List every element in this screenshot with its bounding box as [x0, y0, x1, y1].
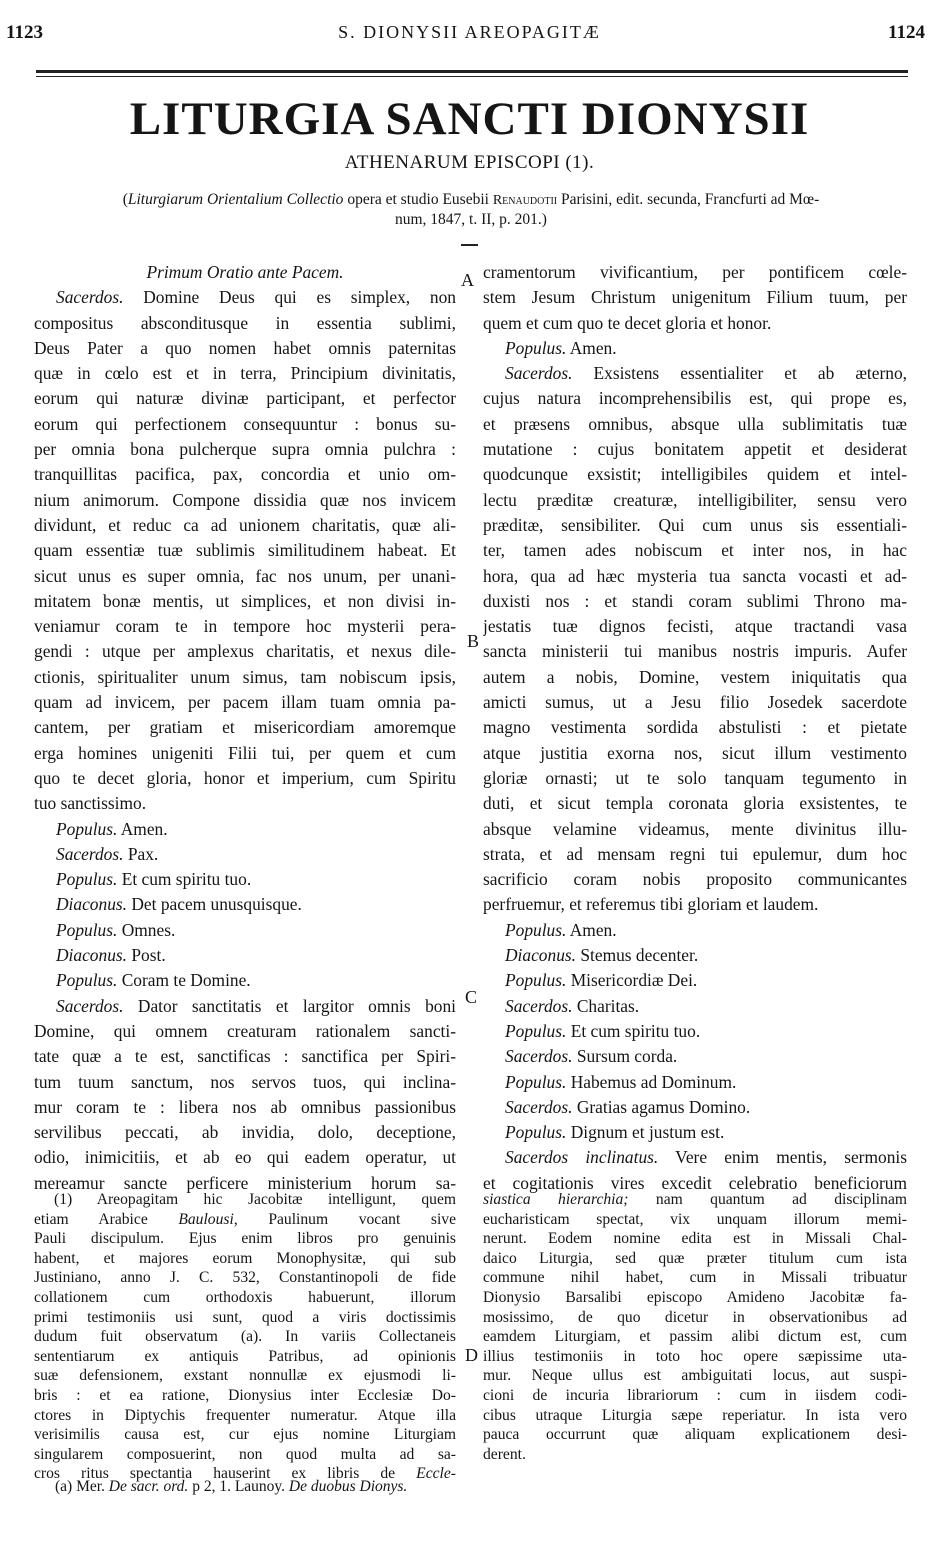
footnote-line: [34, 1308, 456, 1328]
line-italic: Eccle-: [416, 1465, 456, 1483]
text-line: [483, 968, 907, 993]
line-text: habent, et majores eorum Monophysitæ, qui sub: [34, 1249, 456, 1267]
line-text: servilibus peccati, ab invidia, dolo, deceptione,: [34, 1122, 456, 1143]
line-text: duxisti nos : et standi coram sublimi Throno ma-: [483, 590, 907, 611]
footnote-line: [483, 1288, 907, 1308]
text-line: [483, 867, 907, 892]
margin-letter-a: A: [461, 270, 474, 290]
line-text: Deus Pater a quo nomen habet omnis paternitas: [34, 337, 456, 358]
line-text: Et cum spiritu tuo.: [117, 869, 252, 890]
line-text: Primum Oratio ante Pacem.: [146, 262, 344, 282]
text-line: [483, 1070, 907, 1095]
line-text: absque velamine videamus, mente divinitus illu-: [483, 818, 907, 839]
footnote-line: [483, 1366, 907, 1386]
line-text: quam ad invicem, per pacem illam tuam omnia pa-: [34, 692, 456, 713]
line-text: mosissimo, de quo dicetur in observationibus ad: [483, 1308, 907, 1326]
line-text: Habemus ad Dominum.: [566, 1071, 737, 1092]
text-line: [34, 994, 456, 1019]
line-text: Sursum corda.: [572, 1046, 678, 1067]
line-text: derent.: [483, 1445, 526, 1463]
text-line: [34, 462, 456, 487]
line-text: Domine Deus qui es simplex, non: [123, 287, 456, 308]
text-line: [483, 791, 907, 816]
header-rule-thick: [36, 70, 908, 73]
speaker-label: Populus.: [505, 1071, 567, 1092]
footnote-line: [34, 1425, 456, 1445]
line-text: odio, inimicitiis, et ab eo qui eadem operatur, ut: [34, 1147, 456, 1168]
source-text: Parisini, edit. secunda, Francfurti ad Mœ-: [557, 191, 820, 208]
footnote-line: [34, 1347, 456, 1367]
text-line: [483, 943, 907, 968]
text-line: [483, 488, 907, 513]
text-line: [34, 513, 456, 538]
footnote-line: [34, 1288, 456, 1308]
footnote-line: [483, 1268, 907, 1288]
line-text: duti, et sicut templa coronata gloria exsistentes, te: [483, 793, 907, 814]
footnote-left: [34, 1190, 456, 1484]
line-text: ctores in Diptychis frequenter numeratur. Atque illa: [34, 1406, 456, 1424]
line-text: suæ defensionem, exstant nonnullæ ex ejusmodi li-: [34, 1367, 456, 1385]
text-line: [34, 564, 456, 589]
line-text: mutatione : cujus bonitatem appetit et desiderat: [483, 439, 907, 460]
text-line: [34, 285, 456, 310]
line-text: eucharisticam spectat, vix unquam illorum memi-: [483, 1210, 907, 1228]
source-collection-title: Liturgiarum Orientalium Collectio: [127, 191, 344, 208]
footnote-a-mark: (a) Mer.: [55, 1478, 109, 1495]
line-text: etiam Arabice: [34, 1210, 179, 1228]
footnote-line: [34, 1210, 456, 1230]
line-text: bris : et ea ratione, Dionysius inter Ecclesiæ Do-: [34, 1386, 456, 1404]
subtitle: ATHENARUM EPISCOPI (1).: [344, 152, 595, 173]
line-text: nam quantum ad disciplinam: [628, 1191, 907, 1208]
text-line: [483, 766, 907, 791]
line-text: per omnia bona pulcherque supra omnia pulchra :: [34, 439, 456, 460]
line-text: cibus utraque Liturgia sæpe reperiatur. In ista vero: [483, 1406, 907, 1424]
line-text: Stemus decenter.: [576, 945, 699, 966]
text-line: [34, 918, 456, 943]
speaker-label: Sacerdos.: [56, 287, 124, 308]
line-text: strata, et ad mensam regni tui epulemur, dum hoc: [483, 843, 907, 864]
line-text: Amen.: [117, 818, 168, 839]
page-number-right: 1124: [888, 22, 925, 43]
line-text: Dignum et justum est.: [566, 1122, 725, 1143]
text-line: [34, 867, 456, 892]
text-line: [34, 1019, 456, 1044]
right-column: [483, 260, 907, 1196]
line-italic: Baulousi: [178, 1210, 234, 1228]
speaker-label: Sacerdos.: [56, 995, 124, 1016]
line-text: erga homines unigeniti Filii tui, per quem et cum: [34, 742, 456, 763]
speaker-label: Diaconus.: [56, 945, 128, 966]
line-text: quam essentiæ tuæ sublimis similitudinem habeat. Et: [34, 540, 456, 561]
footnote-line: [483, 1249, 907, 1269]
line-text: collationem cum orthodoxis habuerunt, illorum: [34, 1288, 456, 1306]
text-line: [34, 336, 456, 361]
line-text: (1) Areopagitam hic Jacobitæ intelligunt, quem: [54, 1191, 456, 1208]
text-line: [483, 386, 907, 411]
text-line: [483, 412, 907, 437]
footnote-line: [483, 1327, 907, 1347]
speaker-label: Populus.: [56, 970, 118, 991]
text-line: [483, 994, 907, 1019]
line-text: Dionysio Barsalibi episcopo Amideno Jacobitæ fa-: [483, 1288, 907, 1306]
text-line: [483, 1145, 907, 1170]
text-line: [483, 639, 907, 664]
page-number-left: 1123: [6, 22, 43, 43]
line-text: verisimilis causa est, cur ejus nomine Liturgiam: [34, 1426, 456, 1444]
line-text: Omnes.: [117, 919, 176, 940]
text-line: [34, 639, 456, 664]
line-text: quæ in cœlo est et in terra, Principium divinitatis,: [34, 363, 456, 384]
text-line: [34, 386, 456, 411]
margin-letter-b: B: [467, 631, 480, 651]
line-text: Et cum spiritu tuo.: [566, 1020, 701, 1041]
text-line: [34, 665, 456, 690]
line-text: stem Jesum Christum unigenitum Filium tuum, per: [483, 287, 907, 308]
line-text: Det pacem unusquisque.: [127, 894, 302, 915]
line-text: tuo sanctissimo.: [34, 793, 147, 814]
text-line: [34, 715, 456, 740]
line-text: gloriæ ornasti; ut te solo tanquam tegumento in: [483, 767, 907, 788]
footnote-a: [55, 1478, 407, 1496]
footnote-line: [34, 1249, 456, 1269]
text-line: [34, 437, 456, 462]
footnote-a-ref2: De duobus Dionys.: [288, 1478, 408, 1495]
line-text: jestatis tuæ dignos fecisti, atque tractandi vasa: [483, 616, 907, 637]
line-text: lectu præditæ creaturæ, intelligibiliter, sensu vero: [483, 489, 907, 510]
line-text: mur. Neque ullus est ambiguitati locus, aut suspi-: [483, 1367, 907, 1385]
speaker-label: Populus.: [505, 1020, 567, 1041]
line-text: hora, qua ad hæc mysteria tua sancta vocasti et ad-: [483, 565, 907, 586]
speaker-label: Sacerdos.: [505, 1046, 573, 1067]
text-line: [34, 766, 456, 791]
text-line: [34, 741, 456, 766]
text-line: [483, 513, 907, 538]
line-text: singularem composuerint, non quod multa ad sa-: [34, 1445, 456, 1463]
line-text: quem et cum quo te decet gloria et honor.: [483, 312, 772, 333]
line-text: sacrificio coram nobis proposito communicantes: [483, 869, 907, 890]
line-text: eorum qui perfectionem consequuntur : bonus su-: [34, 413, 456, 434]
source-text: opera et studio Eusebii: [343, 191, 493, 208]
footnote-line: [34, 1268, 456, 1288]
speaker-label: Populus.: [56, 869, 118, 890]
line-text: primi testimoniis usi sunt, quod a viris doctissimis: [34, 1308, 456, 1326]
text-line: [483, 1019, 907, 1044]
text-line: [34, 1145, 456, 1170]
text-line: [34, 791, 456, 816]
line-text: eamdem Liturgiam, et passim alibi dictum est, cum: [483, 1328, 907, 1346]
line-italic: siastica hierarchia;: [483, 1191, 629, 1208]
line-text: autem a nobis, Domine, vestem iniquitatis qua: [483, 666, 907, 687]
text-line: [483, 1120, 907, 1145]
text-line: [34, 1120, 456, 1145]
text-line: [483, 918, 907, 943]
left-column: [34, 260, 456, 1196]
line-text: atque justitia exorna nos, sicut illum vestimento: [483, 742, 907, 763]
margin-letter-d: D: [465, 1345, 478, 1365]
line-text: ter, tamen ades nobiscum et inter nos, in hac: [483, 540, 907, 561]
line-text: Coram te Domine.: [117, 970, 251, 991]
line-text: dudum fuit observatum (a). In variis Collectaneis: [34, 1328, 456, 1346]
source-text: num, 1847, t. II, p. 201.): [395, 211, 547, 228]
line-text: perfruemur, et referemus tibi gloriam et laudem.: [483, 894, 819, 915]
line-text: cramentorum vivificantium, per pontificem cœle-: [483, 262, 907, 282]
line-text: mur coram te : libera nos ab omnibus passionibus: [34, 1096, 456, 1117]
text-line: [34, 311, 456, 336]
line-text: Exsistens essentialiter et ab æterno,: [572, 363, 907, 384]
text-line: [483, 285, 907, 310]
line-text: sancta ministerii tui manibus nostris impuris. Aufer: [483, 641, 907, 662]
footnote-a-ref1: De sacr. ord.: [108, 1478, 189, 1495]
speaker-label: Populus.: [56, 818, 118, 839]
text-line: [34, 817, 456, 842]
text-line: [34, 690, 456, 715]
text-line: [34, 361, 456, 386]
speaker-label: Populus.: [505, 919, 567, 940]
line-text: tranquillitas pacifica, pax, concordia et unio om-: [34, 464, 456, 485]
text-line: [483, 892, 907, 917]
line-text: sententiarum ex antiquis Patribus, ad opinionis: [34, 1347, 456, 1365]
main-title: LITURGIA SANCTI DIONYSII: [129, 93, 810, 145]
footnote-line: [483, 1445, 907, 1465]
text-line: [483, 462, 907, 487]
line-text: Pauli discipulum. Ejus enim libros pro genuinis: [34, 1230, 456, 1248]
text-line: [483, 437, 907, 462]
footnote-line: [483, 1425, 907, 1445]
text-line: [483, 690, 907, 715]
footnote-line: [483, 1406, 907, 1426]
line-text: illius testimoniis in toto hoc opere sæpissime uta-: [483, 1347, 907, 1365]
speaker-label: Diaconus.: [56, 894, 128, 915]
line-text: pauca occurrunt quæ aliquam explicationem desi-: [483, 1426, 907, 1444]
line-text: dividunt, et reduc ca ad unionem charitatis, quæ ali-: [34, 514, 456, 535]
footnote-line: [34, 1386, 456, 1406]
footnote-line: [34, 1406, 456, 1426]
line-text: præditæ, sensibiliter. Qui cum unus sis essentiali-: [483, 514, 907, 535]
speaker-label: Populus.: [505, 337, 567, 358]
speaker-label: Sacerdos inclinatus.: [505, 1147, 659, 1168]
speaker-label: Sacerdos.: [505, 363, 573, 384]
text-line: [34, 412, 456, 437]
line-text: cros ritus spectantia hauserint ex libris de: [34, 1465, 417, 1483]
footnote-line: [34, 1190, 456, 1210]
line-text: nerunt. Eodem nomine edita est in Missali Chal-: [483, 1230, 907, 1248]
line-text: quodcunque exsistit; intelligibiles quidem et intel-: [483, 464, 907, 485]
text-line: [34, 1095, 456, 1120]
line-text: Charitas.: [572, 995, 640, 1016]
line-text: magno vestimenta sordida abstulisti : et pietate: [483, 717, 907, 738]
text-line: [483, 614, 907, 639]
footnote-line: [34, 1445, 456, 1465]
line-text: cantem, per gratiam et misericordiam amoremque: [34, 717, 456, 738]
running-head: S. DIONYSII AREOPAGITÆ: [338, 22, 601, 42]
title-dash: [461, 244, 478, 246]
line-text: cioni de incuria librariorum : cum in iisdem codi-: [483, 1386, 907, 1404]
line-text: commune nihil habet, cum in Missali tribuatur: [483, 1269, 907, 1287]
text-line: [34, 538, 456, 563]
line-text: et præsens omnibus, absque ulla sublimitatis tuæ: [483, 413, 907, 434]
line-text: et cogitationis vires excedit celebratio beneficiorum: [483, 1172, 907, 1193]
header-rule-thin: [36, 76, 908, 77]
line-text: Dator sanctitatis et largitor omnis boni: [123, 995, 456, 1016]
text-line: [483, 564, 907, 589]
speaker-label: Sacerdos.: [505, 1096, 573, 1117]
line-text: tate quæ a te est, sanctificas : sanctifica per Spiri-: [34, 1046, 456, 1067]
text-line: [483, 817, 907, 842]
line-text: cujus natura incomprehensibilis est, qui prope es,: [483, 388, 907, 409]
text-line: [483, 1095, 907, 1120]
line-text: Domine, qui omnem creaturam rationalem sancti-: [34, 1020, 456, 1041]
text-line: [483, 741, 907, 766]
text-line: [34, 614, 456, 639]
source-author: Renaudotii: [492, 193, 558, 208]
footnote-line: [34, 1229, 456, 1249]
text-line: [34, 1044, 456, 1069]
text-line: [483, 361, 907, 386]
footnote-a-text: p 2, 1. Launoy.: [188, 1478, 289, 1495]
speaker-label: Diaconus.: [505, 945, 577, 966]
line-text: Vere enim mentis, sermonis: [658, 1147, 907, 1168]
speaker-label: Populus.: [505, 1122, 567, 1143]
line-text: sicut unus es super omnia, fac nos unum, per unani-: [34, 565, 456, 586]
line-text: tum tuum sanctum, nos servos tuos, qui inclina-: [34, 1071, 456, 1092]
text-line: [483, 589, 907, 614]
line-text: nium animorum. Compone dissidia quæ nos invicem: [34, 489, 456, 510]
text-line: [34, 488, 456, 513]
text-line: [34, 842, 456, 867]
line-text: ctionis, spiritualiter unum simus, tam nobiscum ipsis,: [34, 666, 456, 687]
speaker-label: Sacerdos.: [505, 995, 573, 1016]
source-citation: (Liturgiarum Orientalium Collectio opera et studio Eusebii Renaudotii Parisini, edit. secunda, Francfurti ad Mœ- num, 1847, t. II, p. 201.): [122, 191, 820, 228]
line-text: Gratias agamus Domino.: [572, 1096, 751, 1117]
text-line: [34, 943, 456, 968]
text-line: [483, 842, 907, 867]
line-text: Pax.: [123, 843, 159, 864]
line-text: amicti sumus, ut a Jesu filio Josedek sacerdote: [483, 692, 907, 713]
line-text: eorum qui naturæ divinæ participant, et perfector: [34, 388, 456, 409]
line-text: veniamur coram te in tempore hoc mysterii pera-: [34, 616, 456, 637]
line-text: mitatem bonæ mentis, ut simplices, et non divisi in-: [34, 590, 456, 611]
speaker-label: Populus.: [56, 919, 118, 940]
text-line: [483, 1044, 907, 1069]
footnote-line: [483, 1229, 907, 1249]
line-text: Post.: [127, 945, 166, 966]
footnote-line: [483, 1210, 907, 1230]
line-text: daico Liturgia, sed quæ præter titulum cum ista: [483, 1249, 907, 1267]
text-line: [483, 538, 907, 563]
footnote-line: [34, 1366, 456, 1386]
footnote-line: [483, 1347, 907, 1367]
speaker-label: Populus.: [505, 970, 567, 991]
line-text: gendi : utque per amplexus charitatis, et nexus dile-: [34, 641, 456, 662]
line-text: compositus absconditusque in essentia sublimi,: [34, 312, 456, 333]
footnote-line: [34, 1327, 456, 1347]
line-text: , Paulinum vocant sive: [233, 1210, 456, 1228]
text-line: [483, 336, 907, 361]
footnote-line: [483, 1386, 907, 1406]
line-text: quo te decet gloria, honor et imperium, cum Spiritu: [34, 767, 456, 788]
line-text: mereamur sancte perficere ministerium horum sa-: [34, 1172, 456, 1193]
text-line: [34, 589, 456, 614]
text-line: [483, 665, 907, 690]
footnote-line: [483, 1190, 907, 1210]
line-text: Amen.: [566, 337, 617, 358]
margin-letter-c: C: [465, 987, 478, 1007]
line-text: Misericordiæ Dei.: [566, 970, 698, 991]
footnote-line: [483, 1308, 907, 1328]
text-line: [34, 260, 456, 285]
speaker-label: Sacerdos.: [56, 843, 124, 864]
footnote-right: [483, 1190, 907, 1464]
line-text: Justiniano, anno J. C. 532, Constantinopoli de fide: [34, 1269, 456, 1287]
text-line: [34, 968, 456, 993]
text-line: [483, 715, 907, 740]
text-line: [34, 1070, 456, 1095]
text-line: [483, 260, 907, 285]
line-text: Amen.: [566, 919, 617, 940]
text-line: [483, 311, 907, 336]
text-line: [34, 892, 456, 917]
